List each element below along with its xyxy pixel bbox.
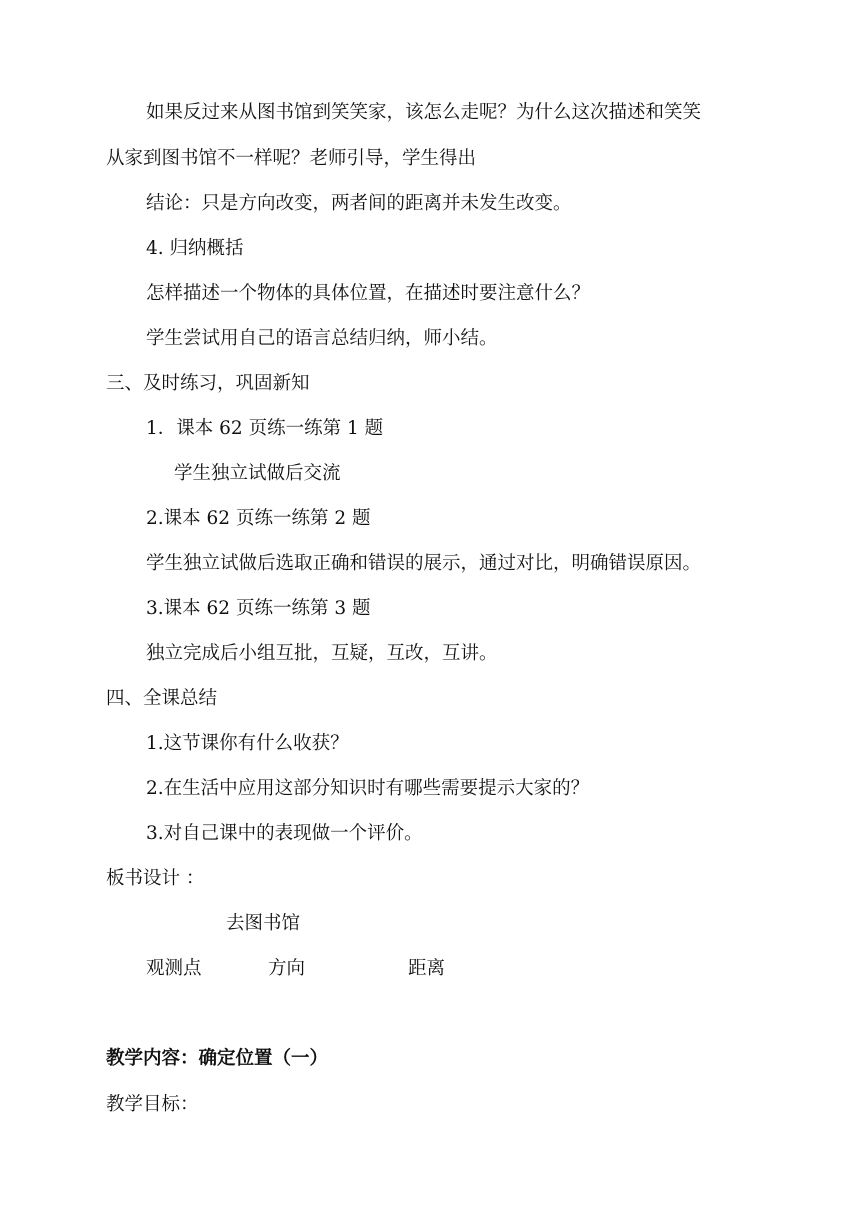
paragraph-line: 从家到图书馆不一样呢？老师引导，学生得出 — [106, 148, 477, 169]
summary-question: 1.这节课你有什么收获？ — [146, 733, 349, 754]
summary-question: 3.对自己课中的表现做一个评价。 — [146, 823, 423, 844]
lesson-goals-heading: 教学目标： — [106, 1094, 199, 1115]
board-column-direction: 方向 — [268, 958, 306, 979]
exercise-item: 2.课本 62 页练一练第 2 题 — [146, 508, 371, 529]
conclusion-text: 结论：只是方向改变，两者间的距离并未发生改变。 — [146, 193, 572, 214]
exercise-item: 3.课本 62 页练一练第 3 题 — [146, 598, 371, 619]
board-title: 去图书馆 — [226, 913, 301, 934]
lesson-content-heading: 教学内容：确定位置（一） — [106, 1048, 329, 1069]
paragraph-text: 学生尝试用自己的语言总结归纳，师小结。 — [146, 328, 498, 349]
exercise-note: 独立完成后小组互批，互疑，互改，互讲。 — [146, 643, 498, 664]
exercise-note: 学生独立试做后交流 — [174, 463, 341, 484]
exercise-note: 学生独立试做后选取正确和错误的展示，通过对比，明确错误原因。 — [146, 553, 702, 574]
paragraph-line: 如果反过来从图书馆到笑笑家，该怎么走呢？为什么这次描述和笑笑 — [146, 102, 702, 123]
board-column-distance: 距离 — [408, 958, 446, 979]
paragraph-text: 怎样描述一个物体的具体位置，在描述时要注意什么？ — [146, 283, 591, 304]
step-heading: 4. 归纳概括 — [146, 238, 244, 259]
exercise-item: 1．课本 62 页练一练第 1 题 — [146, 418, 384, 439]
board-column-observation: 观测点 — [146, 958, 202, 979]
summary-question: 2.在生活中应用这部分知识时有哪些需要提示大家的？ — [146, 778, 590, 799]
board-design-label: 板书设计 ： — [106, 868, 205, 889]
section-heading: 四、全课总结 — [106, 688, 218, 709]
section-heading: 三、及时练习，巩固新知 — [106, 373, 310, 394]
